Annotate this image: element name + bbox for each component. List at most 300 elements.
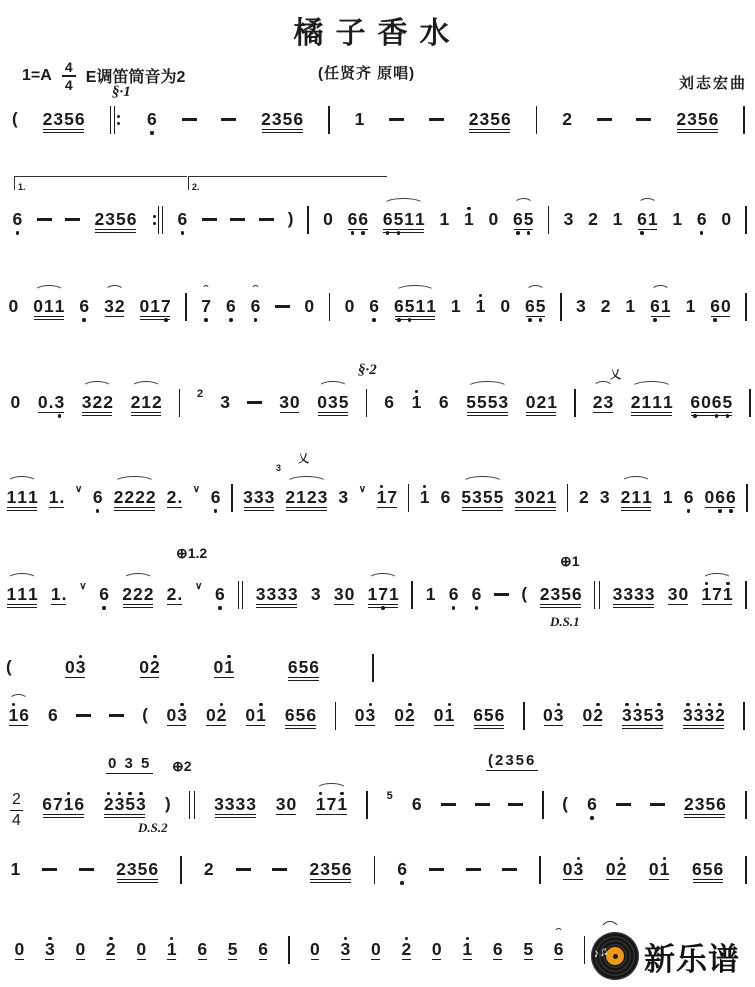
note-digit: 1 (315, 794, 326, 814)
breath-mark: ∨ (195, 581, 203, 592)
note-group (539, 579, 582, 612)
note-digit-cell (310, 579, 321, 612)
beam-line (691, 415, 732, 416)
note-digit-cell (660, 291, 671, 324)
note-digit-cell (8, 291, 19, 324)
note-digit: 6 (716, 794, 726, 814)
note-digit: 2 (539, 584, 550, 604)
note-digits (310, 934, 321, 967)
note-group (103, 789, 146, 822)
note-digit: 2 (92, 392, 103, 412)
dash-note (475, 803, 490, 806)
note-digit: 6 (197, 939, 208, 959)
note-digits (99, 579, 110, 612)
note-digit: 6 (448, 584, 459, 604)
note-digit: 3 (177, 705, 187, 725)
dash-note (429, 868, 444, 871)
note-digit: 0 (37, 392, 48, 412)
note-group (340, 934, 351, 967)
note-digit-cell (10, 854, 21, 887)
note-digit: 6 (347, 209, 358, 229)
note-digit: 6 (341, 859, 352, 879)
note-digit: 2 (579, 487, 589, 507)
note-digit: 2 (105, 939, 116, 959)
note-digit: 2 (124, 487, 135, 507)
note-digits (245, 700, 266, 733)
note-group (376, 482, 397, 515)
note-group (130, 387, 162, 420)
beam-line (7, 604, 37, 605)
note-digit: 6 (494, 705, 505, 725)
note-group (592, 387, 613, 420)
double-barline (189, 791, 195, 819)
note-digit: 0 (370, 939, 381, 959)
note-digit: 6 (384, 392, 394, 412)
note-digit: 0 (525, 392, 536, 412)
note-group (225, 291, 236, 324)
note-digits (701, 579, 733, 612)
volta-label: 2. (192, 182, 200, 192)
note-digit-cell (354, 104, 365, 137)
note-digits (37, 387, 64, 420)
note-digit: 2 (630, 392, 641, 412)
note-digit: 1 (546, 487, 557, 507)
note-digit-cell (166, 579, 177, 612)
note-group (701, 579, 733, 612)
note-digit-cell (488, 204, 499, 237)
note-digit: 1 (63, 794, 74, 814)
page-title: 橘子香水 (293, 17, 462, 50)
note-digit: 5 (338, 392, 349, 412)
score-element (153, 222, 156, 225)
barline (743, 702, 745, 730)
note-digit: 2 (309, 859, 320, 879)
note-digit: 6 (74, 794, 85, 814)
barline (584, 936, 586, 964)
beam-line (341, 959, 350, 960)
octave-dot-slot-bottom (150, 129, 154, 137)
barline (366, 389, 368, 417)
note-digits (462, 934, 473, 967)
beam-line (7, 510, 37, 511)
beam-line (256, 604, 297, 605)
note-digit: 0 (14, 939, 25, 959)
note-digit-cell (340, 934, 351, 967)
low-octave-dot (590, 816, 594, 820)
beam-line (82, 415, 112, 416)
note-digit: 1 (426, 296, 436, 316)
note-digit-cell (197, 934, 208, 967)
note-digit: 5 (393, 209, 404, 229)
note-digits (464, 204, 475, 237)
note-digit: 3 (576, 296, 586, 316)
dash-note (502, 868, 517, 871)
note-group (255, 579, 298, 612)
note-digit-cell (605, 854, 616, 887)
dash-note (76, 714, 91, 717)
note-digit: 6 (587, 794, 597, 814)
note-digit: 5 (523, 939, 534, 959)
note-group (136, 934, 147, 967)
note-digits (177, 204, 188, 237)
octave-dot-slot-bottom (214, 507, 218, 515)
note-digit-cell (401, 934, 412, 967)
note-digit-cell (227, 934, 238, 967)
note-group (245, 700, 266, 733)
note-digits (721, 204, 732, 237)
note-digit: 2 (401, 939, 412, 959)
note-group (42, 104, 85, 137)
note-digits (50, 579, 67, 612)
note-digit-cell (667, 579, 678, 612)
note-digit-cell (92, 482, 103, 515)
beam-line (104, 814, 145, 815)
note-digit: 1 (150, 296, 160, 316)
note-digit: 6 (411, 794, 422, 814)
note-digit: 3 (599, 487, 610, 507)
note-digits (600, 291, 611, 324)
beam-line (467, 415, 508, 416)
note-digit-cell (104, 291, 115, 324)
note-digit-cell (475, 291, 486, 324)
note-digits (448, 579, 459, 612)
note-digit: 5 (722, 392, 733, 412)
beam-line (259, 959, 268, 960)
note-digits (419, 482, 430, 515)
note-digit-cell (213, 652, 224, 685)
note-digit-cell (593, 700, 604, 733)
note-group (425, 579, 436, 612)
beam-line (318, 415, 348, 416)
note-digit: 0 (75, 939, 86, 959)
note-digit-cell (177, 204, 188, 237)
note-digit: . (177, 487, 183, 507)
barline (329, 293, 331, 321)
note-digit: 3 (621, 705, 632, 725)
dash-note (37, 218, 52, 221)
note-digit: 1 (722, 584, 733, 604)
dash-note (508, 803, 523, 806)
note-digit: 2 (404, 705, 415, 725)
note-digit: 1 (48, 487, 59, 507)
note-group (354, 104, 365, 137)
note-digit-cell (397, 854, 408, 887)
octave-dot-slot-bottom (452, 604, 456, 612)
note-digits (599, 482, 610, 515)
note-digit: 0 (721, 209, 732, 229)
note-digits (543, 700, 564, 733)
beam-line (377, 507, 396, 508)
note-digit-cell (37, 387, 48, 420)
note-digit-cell (523, 204, 534, 237)
note-group (166, 934, 177, 967)
note-digit: 6 (369, 296, 380, 316)
note-digit-cell (543, 700, 554, 733)
note-digit-cell (513, 204, 524, 237)
note-digit-cell (425, 579, 436, 612)
beam-line (469, 132, 510, 133)
note-digit: 0 (582, 705, 593, 725)
beam-line (613, 607, 654, 608)
note-digit: 3 (243, 487, 253, 507)
open-paren: ( (521, 584, 527, 603)
barline (745, 856, 747, 884)
note-digits (344, 291, 355, 324)
note-digit-cell (553, 934, 564, 967)
note-digit: 3 (704, 705, 715, 725)
note-group (488, 204, 499, 237)
note-digit: 3 (104, 296, 114, 316)
note-group (605, 854, 626, 887)
measure-row (6, 482, 748, 515)
note-group (12, 204, 23, 237)
beam-line (9, 725, 28, 726)
note-group (79, 291, 90, 324)
note-group (587, 789, 598, 822)
beam-line (368, 604, 398, 605)
note-digit: 5 (295, 705, 306, 725)
note-digits (672, 204, 683, 237)
beam-line (95, 232, 136, 233)
note-digit-cell (365, 700, 376, 733)
beam-line (51, 604, 66, 605)
dash-note (275, 305, 290, 308)
note-group (394, 291, 437, 324)
note-digit-cell (347, 204, 358, 237)
dash-note (259, 218, 274, 221)
note-digit-cell (354, 700, 365, 733)
note-group (213, 652, 234, 685)
note-digit: 1 (662, 487, 673, 507)
note-digit: 1 (17, 487, 27, 507)
note-group (6, 579, 38, 612)
low-octave-dot (229, 318, 233, 322)
note-digit: 3 (623, 584, 634, 604)
note-digit: 6 (382, 209, 393, 229)
note-group (411, 387, 422, 420)
note-group (676, 104, 719, 137)
low-octave-dot (400, 881, 404, 885)
barline (374, 856, 376, 884)
beam-line (683, 728, 724, 729)
note-digit: 6 (99, 584, 110, 604)
note-digit: 1 (337, 794, 348, 814)
note-digit-cell (582, 700, 593, 733)
note-digit: 6 (147, 109, 157, 129)
dash-note (230, 218, 245, 221)
dash-note (65, 218, 80, 221)
note-digit: 1 (631, 487, 642, 507)
octave-dot-slot-bottom (400, 879, 404, 887)
note-digits (592, 387, 613, 420)
vinyl-record-icon (591, 932, 639, 980)
beam-line (140, 316, 170, 317)
low-octave-dot (82, 318, 86, 322)
note-group (116, 854, 159, 887)
note-group (6, 482, 38, 515)
time-signature-top: 4 (64, 59, 73, 75)
beam-line (432, 959, 441, 960)
beam-line (262, 129, 303, 130)
note-digit: 0 (488, 209, 499, 229)
note-digit: 5 (137, 859, 148, 879)
note-digit: 3 (320, 859, 330, 879)
note-digit: 3 (365, 705, 376, 725)
score-annotation: 3 (276, 463, 282, 473)
note-group (197, 934, 208, 967)
note-digit: 1 (367, 584, 378, 604)
note-digit-cell (678, 579, 689, 612)
right-repeat-sign (151, 204, 164, 234)
note-digit: 2 (593, 705, 603, 725)
note-digit: 7 (387, 487, 398, 507)
note-digit: 5 (705, 794, 716, 814)
beam-line (318, 412, 348, 413)
note-digit-cell (387, 482, 398, 515)
note-digit-cell (338, 482, 349, 515)
note-digits (553, 934, 564, 967)
octave-dot-slot-bottom (96, 507, 100, 515)
beam-line (524, 959, 533, 960)
note-group (525, 387, 557, 420)
note-digit: 5 (227, 939, 238, 959)
note-digit-cell (500, 291, 511, 324)
beam-line (563, 879, 582, 880)
beam-line (206, 725, 225, 726)
note-digits (523, 934, 534, 967)
beam-line (395, 319, 436, 320)
beam-line (131, 415, 161, 416)
note-group (99, 579, 110, 612)
note-digit: 2 (114, 296, 125, 316)
barline (539, 856, 541, 884)
note-digit-cell (411, 789, 422, 822)
note-group (683, 482, 694, 515)
note-digits (650, 291, 671, 324)
note-digit: 1 (685, 296, 696, 316)
note-digit: 1 (415, 296, 426, 316)
grace-note: 5 (386, 790, 393, 802)
beam-line (316, 814, 346, 815)
note-digit: 0 (64, 657, 75, 677)
note-digit-cell (710, 291, 721, 324)
note-digit-cell (647, 204, 658, 237)
note-digit-cell (220, 387, 231, 420)
note-digit-cell (369, 291, 380, 324)
beam-line (34, 319, 64, 320)
dash-note (79, 868, 94, 871)
repeat-barline (158, 206, 164, 234)
note-digit: 1 (439, 209, 450, 229)
note-digit: 1 (411, 392, 422, 412)
note-digit: 2 (535, 487, 546, 507)
left-repeat-sign (110, 104, 123, 134)
note-group (621, 700, 664, 733)
note-group (685, 291, 696, 324)
note-group (122, 579, 154, 612)
note-digit: 0 (433, 705, 444, 725)
note-digit-cell (10, 387, 21, 420)
beam-line (526, 412, 556, 413)
score-line (10, 854, 747, 887)
note-digit: 1 (27, 487, 38, 507)
beam-line (544, 725, 563, 726)
beam-line (649, 879, 668, 880)
ts-bottom: 4 (12, 812, 21, 830)
note-group (492, 934, 503, 967)
note-digits (513, 204, 534, 237)
note-digit-cell (177, 700, 188, 733)
note-digits (227, 934, 238, 967)
note-group (599, 482, 610, 515)
note-digit: 1 (296, 487, 306, 507)
note-digit: 1 (388, 584, 399, 604)
volta-bracket (188, 176, 387, 190)
low-octave-dot (102, 606, 106, 610)
low-octave-dot (58, 414, 62, 418)
note-digit-cell (79, 291, 90, 324)
dash-note (616, 803, 631, 806)
note-digit: 1 (612, 209, 623, 229)
beam-line (668, 604, 687, 605)
note-digit-cell (150, 652, 161, 685)
repeat-dots (151, 206, 158, 234)
note-group (81, 387, 113, 420)
note-digits (166, 579, 183, 612)
note-digit: 6 (513, 209, 523, 229)
note-digit: 1 (10, 859, 21, 879)
beam-line (622, 728, 663, 729)
beam-line (76, 959, 85, 960)
note-digits (8, 291, 19, 324)
measure-row (12, 204, 747, 237)
note-group (588, 204, 599, 237)
note-group (205, 700, 226, 733)
note-digit: 3 (310, 584, 321, 604)
note-digit: 0 (704, 487, 715, 507)
note-digit-cell (225, 291, 236, 324)
beam-line (526, 415, 556, 416)
score-line (12, 204, 747, 237)
note-group (582, 700, 603, 733)
close-paren: ) (164, 794, 171, 813)
note-digits (14, 934, 25, 967)
note-digit-cell (370, 934, 381, 967)
octave-dot-slot-bottom (102, 604, 106, 612)
note-digits (648, 854, 669, 887)
note-group (317, 387, 349, 420)
note-group (648, 854, 669, 887)
key-signature: 1=A (22, 66, 52, 84)
note-group (500, 291, 511, 324)
note-digit-cell (715, 482, 726, 515)
note-digits (250, 291, 261, 324)
note-digits (213, 652, 234, 685)
note-group (563, 204, 574, 237)
note-digit: 1 (419, 487, 430, 507)
beam-line (371, 959, 380, 960)
note-group (166, 700, 187, 733)
note-group (683, 789, 726, 822)
note-group (637, 204, 658, 237)
note-group (105, 934, 116, 967)
note-digits (369, 291, 380, 324)
note-digit: 1 (54, 296, 65, 316)
low-octave-dot (700, 231, 704, 235)
dash-note (109, 714, 124, 717)
note-digits (10, 387, 21, 420)
beam-line (167, 725, 186, 726)
